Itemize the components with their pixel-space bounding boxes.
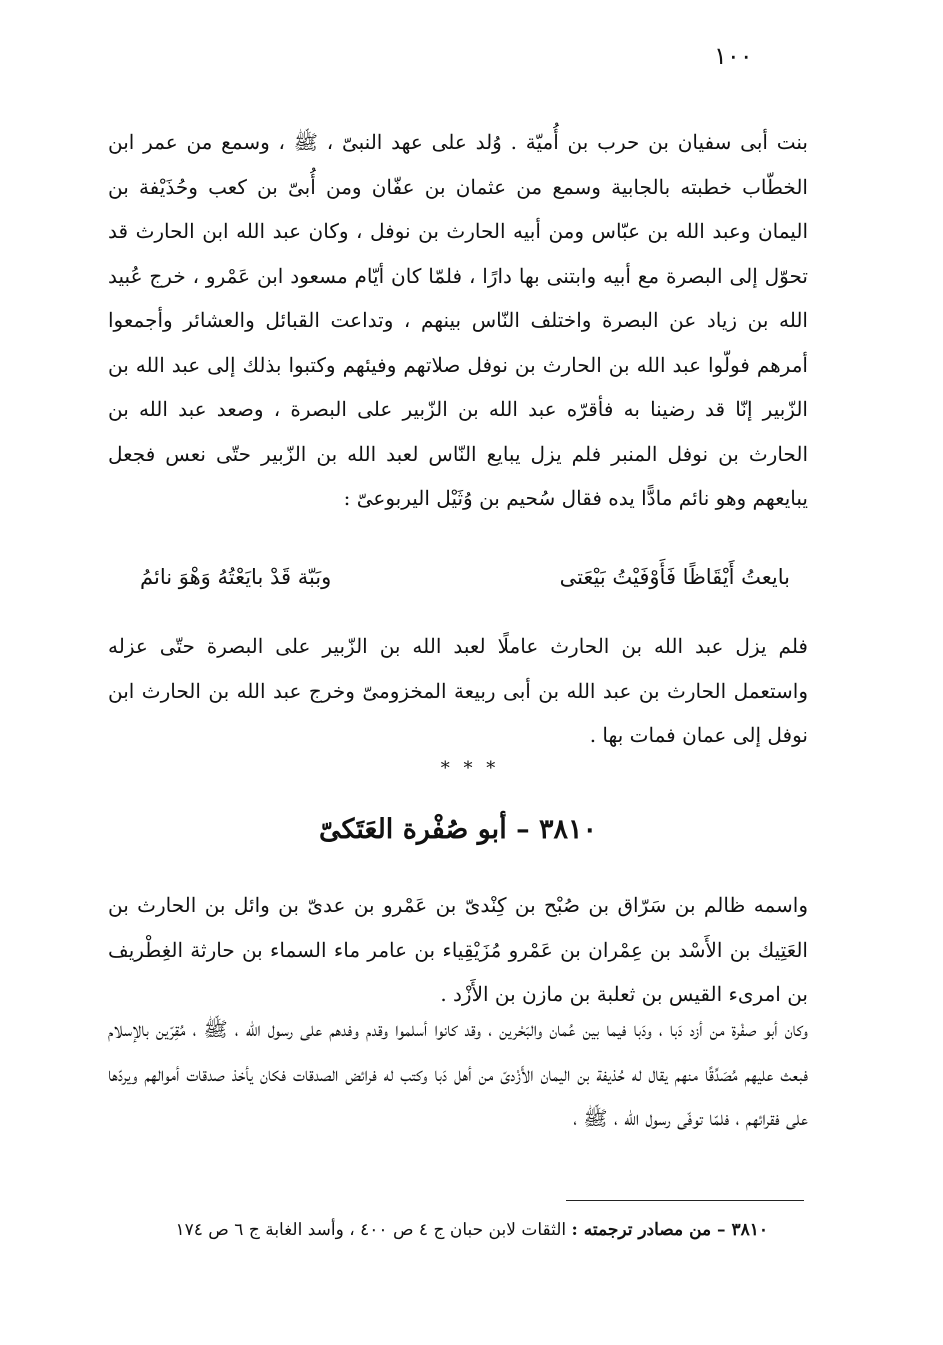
verse-first-hemistich: بايعتُ أَيْقَاظًا فَأَوْفَيْتُ بَيْعَتى: [559, 565, 790, 589]
entry-heading: ٣٨١٠ – أبو صُفْرة العَتَكىّ: [318, 814, 598, 845]
poetry-verse: [140, 555, 790, 599]
lineage-paragraph: واسمه ظالم بن سَرّاق بن صُبْح بن كِنْدىّ بن عَمْرو بن عدىّ بن وائل بن الحارث بن العَتِيك بن الأَسْد بن عِمْران بن عَمْرو مُزَيْقِياء بن عامر ماء السماء بن حارثة الغِطْريف بن امرىء القيس بن ثعلبة بن مازن بن الأَزْد .: [108, 893, 808, 1006]
page-number: ١٠٠: [714, 42, 753, 70]
footnote-rule: [566, 1200, 804, 1201]
biography-paragraph-3: وكان أبو صفْرة من أزد دَبا ، ودَبا فيما بين عُمان والبَحْرين ، وقد كانوا أسلموا وقدم وفدهم على رسول الله ، ﷺ ، مُقِرّين بالإسلام فبعث عليهم مُصَدِّقًا منهم يقال له حُذيفة بن اليمان الأَزْدىّ من أهل دَبا وكتب له فرائض الصدقات فكان يأخذ صدقات أموالهم ويردّها على فقرائهم ، فلمّا توفّى رسول الله ، ﷺ ،: [108, 1017, 808, 1130]
footnote-text: الثقات لابن حبان ج ٤ ص ٤٠٠ ، وأسد الغابة ج ٦ ص ١٧٤: [175, 1220, 572, 1240]
footnote: [108, 1213, 768, 1247]
footnote-label: ٣٨١٠ – من مصادر ترجمته :: [571, 1220, 768, 1240]
section-separator: * * *: [440, 758, 500, 779]
biography-paragraph-1: بنت أبى سفيان بن حرب بن أُميّة . وُلد على عهد النبىّ ، ﷺ ، وسمع من عمر ابن الخطّاب خطبته بالجابية وسمع من عثمان بن عفّان ومن أُبىّ بن كعب وحُذَيْفة بن اليمان وعبد الله بن عبّاس ومن أبيه الحارث بن نوفل ، وكان عبد الله ابن الحارث قد تحوّل إلى البصرة مع أبيه وابتنى بها دارًا ، فلمّا كان أيّام مسعود ابن عَمْرو ، خرج عُبيد الله بن زياد عن البصرة واختلف النّاس بينهم ، وتداعت القبائل والعشائر وأجمعوا أمرهم فولّوا عبد الله بن الحارث بن نوفل صلاتهم وفيئهم وكتبوا بذلك إلى عبد الله بن الزّبير إنّا قد رضينا به فأقرّه عبد الله بن الزّبير على البصرة ، وصعد عبد الله بن الحارث بن نوفل المنبر فلم يزل يبايع النّاس لعبد الله بن الزّبير حتّى نعس فجعل يبايعهم وهو نائم مادًّا يده فقال سُحيم بن وُثَيْل اليربوعىّ :: [108, 130, 808, 510]
verse-second-hemistich: وبَبّة قَدْ بايَعْتُهُ وَهْوَ نائمُ: [140, 565, 332, 589]
biography-paragraph-2: فلم يزل عبد الله بن الحارث عاملًا لعبد الله بن الزّبير على البصرة حتّى عزله واستعمل الحارث بن عبد الله بن أبى ربيعة المخزومىّ وخرج عبد الله بن الحارث ابن نوفل إلى عمان فمات بها .: [108, 634, 808, 747]
